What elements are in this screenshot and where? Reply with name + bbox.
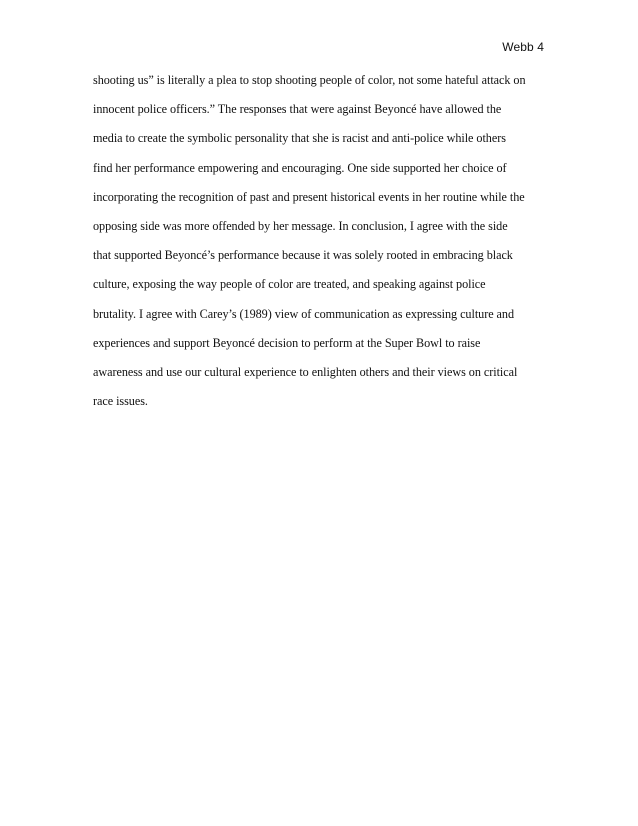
text-line: experiences and support Beyoncé decision to perform at the Super Bowl to raise (93, 335, 481, 350)
body-paragraph (93, 69, 553, 419)
text-line: innocent police officers.” The responses that were against Beyoncé have allowed the (93, 102, 502, 117)
text-line: opposing side was more offended by her message. In conclusion, I agree with the side (93, 218, 508, 233)
text-line: brutality. I agree with Carey’s (1989) view of communication as expressing culture and (93, 306, 515, 321)
text-line: find her performance empowering and encouraging. One side supported her choice of (93, 160, 507, 175)
text-line: that supported Beyoncé’s performance because it was solely rooted in embracing black (93, 248, 513, 263)
text-line: awareness and use our cultural experience to enlighten others and their views on critical (93, 364, 518, 379)
text-line: race issues. (93, 394, 148, 409)
text-line: shooting us” is literally a plea to stop shooting people of color, not some hateful attack on (93, 73, 526, 87)
text-line: media to create the symbolic personality that she is racist and anti-police while others (93, 131, 506, 146)
text-line: incorporating the recognition of past and present historical events in her routine while the (93, 189, 525, 204)
text-line: culture, exposing the way people of color are treated, and speaking against police (93, 277, 486, 292)
page-header: Webb 4 (502, 40, 544, 54)
